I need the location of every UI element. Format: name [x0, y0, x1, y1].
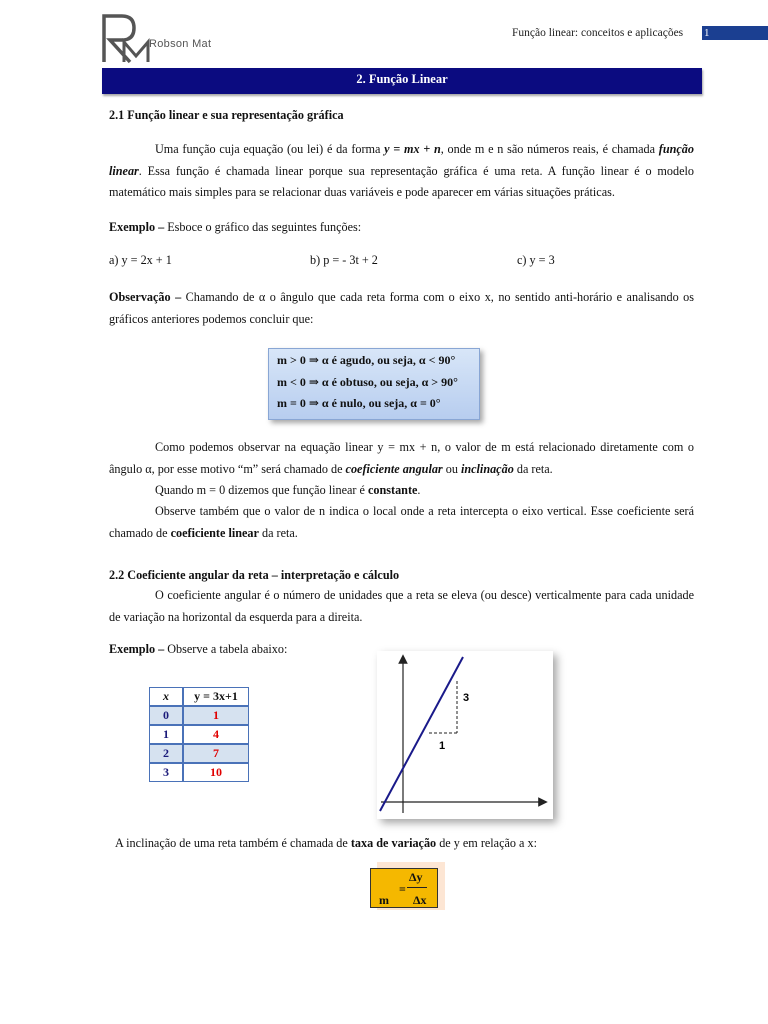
table-header-y: y = 3x+1 [183, 687, 249, 706]
page-number: 1 [704, 27, 710, 39]
slope-rule: m > 0 ⇒ α é agudo, ou seja, α < 90° [277, 353, 456, 367]
formula-equals: = [399, 882, 406, 896]
paragraph-rate: A inclinação de uma reta também é chamada de taxa de variação de y em relação a x: [115, 836, 537, 850]
formula-numerator: Δy [409, 870, 423, 884]
document-title: Função linear: conceitos e aplicações [512, 27, 684, 39]
slope-rule: m < 0 ⇒ α é obtuso, ou seja, α > 90° [277, 374, 458, 389]
formula-fraction-bar [407, 887, 427, 888]
paragraph-constant: Quando m = 0 dizemos que função linear é constante. [155, 483, 421, 497]
logo-text: Robson Mat [149, 38, 212, 50]
values-table [149, 687, 249, 782]
logo-rm-icon [100, 12, 150, 64]
run-label: 1 [439, 740, 446, 752]
example-2: Exemplo – Observe a tabela abaixo: [109, 642, 288, 656]
formula-m: m [379, 893, 389, 907]
example-item-a: a) y = 2x + 1 [109, 253, 172, 267]
paragraph-slope: Como podemos observar na equação linear y = mx + n, o valor de m está relacionado diretamente com o ângulo α, por esse motivo “m” será chamado de coeficiente angular ou inclinação da reta. [109, 440, 694, 476]
table-row: 1 4 [149, 725, 249, 744]
formula-denominator: Δx [413, 893, 427, 907]
slope-rules-box [268, 348, 480, 420]
observation: Observação – Chamando de α o ângulo que cada reta forma com o eixo x, no sentido anti-horário e analisando os gráficos anteriores podemos concluir que: [109, 290, 694, 326]
heading-2-1: 2.1 Função linear e sua representação gráfica [109, 108, 344, 122]
paragraph-intercept: Observe também que o valor de n indica o local onde a reta intercepta o eixo vertical. Esse coeficiente será chamado de coeficiente linear da reta. [109, 504, 694, 540]
section-banner: 2. Função Linear [102, 68, 702, 94]
paragraph-definition: Uma função cuja equação (ou lei) é da forma y = mx + n, onde m e n são números reais, é chamada função linear. Essa função é chamada linear porque sua representação gráfica é uma reta. A função linear é o modelo matemático mais simples para se relacionar duas variáveis e pode aparecer em várias situações práticas. [109, 142, 694, 199]
paragraph-angular-coefficient: O coeficiente angular é o número de unidades que a reta se eleva (ou desce) verticalmente para cada unidade de variação na horizontal da esquerda para a direita. [109, 588, 694, 624]
table-row: 3 10 [149, 763, 249, 782]
table-row: 2 7 [149, 744, 249, 763]
table-header-x: x [149, 687, 183, 706]
function-line [380, 657, 463, 811]
rise-label: 3 [463, 692, 470, 704]
page-number-box [694, 26, 768, 40]
line-graph [377, 651, 553, 819]
heading-2-2: 2.2 Coeficiente angular da reta – interpretação e cálculo [109, 568, 400, 582]
slope-formula [370, 868, 438, 908]
example-item-c: c) y = 3 [517, 253, 555, 267]
table-row: 0 1 [149, 706, 249, 725]
example-item-b: b) p = - 3t + 2 [310, 253, 378, 267]
example-1: Exemplo – Esboce o gráfico das seguintes funções: [109, 220, 362, 234]
slope-rule: m = 0 ⇒ α é nulo, ou seja, α = 0° [277, 396, 441, 410]
logo [100, 12, 150, 67]
